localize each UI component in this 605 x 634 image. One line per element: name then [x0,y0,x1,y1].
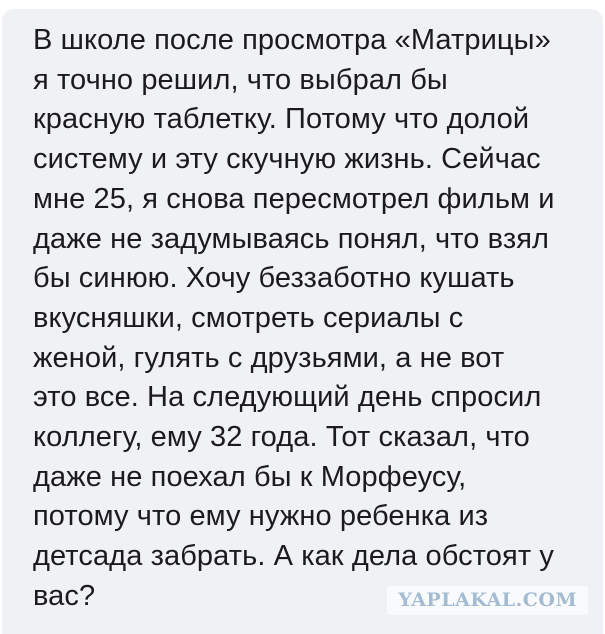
post-text-line: женой, гулять с друзьями, а не вот [33,341,505,374]
post-text-line: я точно решил, что выбрал бы [33,63,448,96]
post-text-line: вкусняшки, смотреть сериалы с [33,301,464,334]
post-text-line: В школе после просмотра «Матрицы» [33,24,551,56]
post-text-line: бы синюю. Хочу беззаботно кушать [33,262,515,295]
post-card [2,9,603,634]
post-text-line: детсада забрать. А как дела обстоят у [33,540,554,573]
post-text-line: коллегу, ему 32 года. Тот сказал, что [33,421,530,454]
post-text [2,9,603,617]
post-text-line: это все. На следующий день спросил [33,381,542,414]
post-text-line: даже не поехал бы к Морфеусу, [33,460,467,493]
post-text-line: красную таблетку. Потому что долой [33,103,530,136]
post-text-line: вас? [33,579,96,612]
watermark-badge [387,586,588,615]
post-text-line: систему и эту скучную жизнь. Сейчас [33,143,541,176]
post-text-line: потому что ему нужно ребенка из [33,500,489,533]
post-text-line: мне 25, я снова пересмотрел фильм и [33,182,555,215]
post-text-line: даже не задумываясь понял, что взял [33,222,550,255]
watermark-label: YAPLAKAL.COM [398,589,577,611]
